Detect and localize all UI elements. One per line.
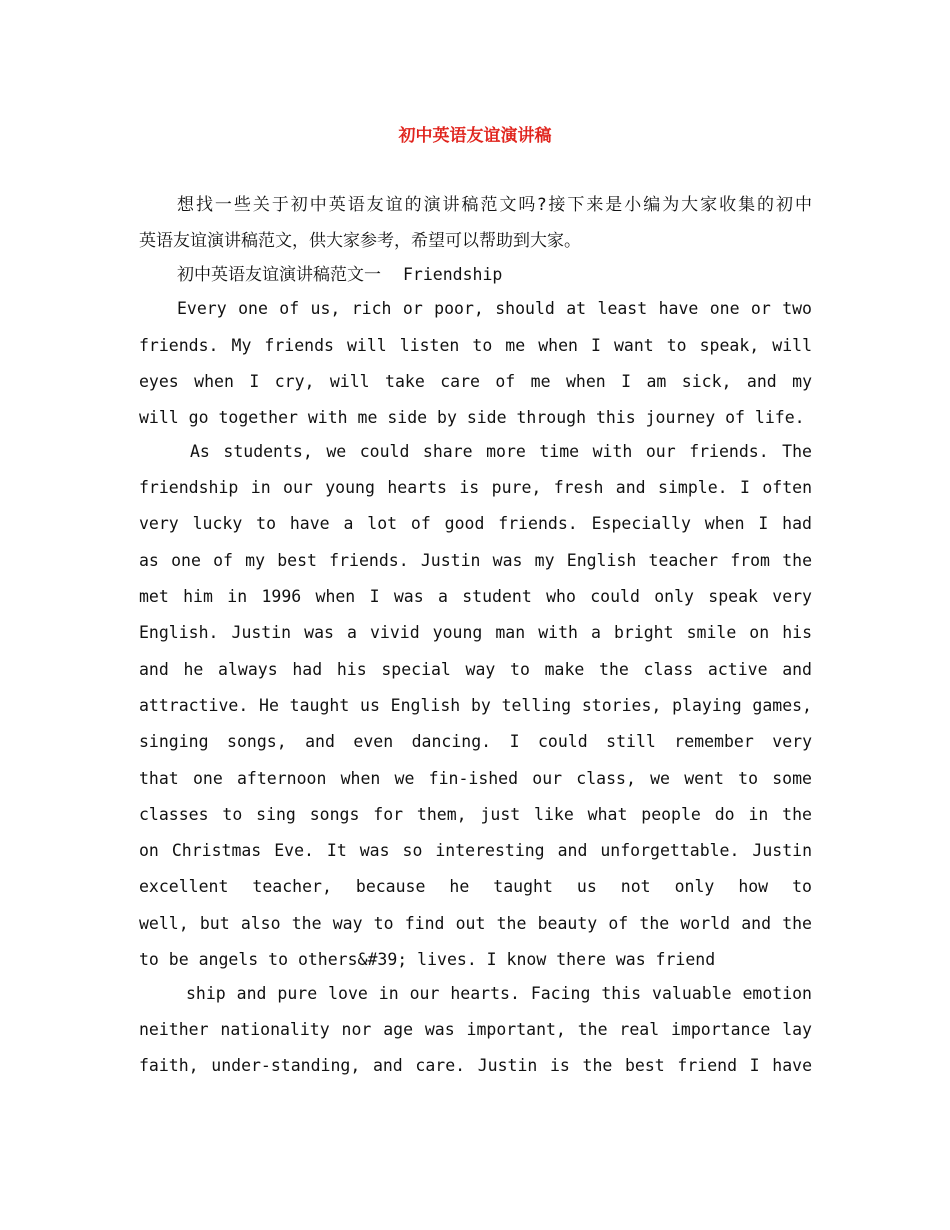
paragraph2-line-6: English. Justin was a vivid young man with a bright smile on his <box>139 623 812 642</box>
paragraph2-line-1: As students, we could share more time with our friends. The <box>190 442 812 461</box>
sample-heading-label: 初中英语友谊演讲稿范文一 <box>177 265 381 285</box>
paragraph1-line-2: friends. My friends will listen to me when I want to speak, will <box>139 336 812 355</box>
paragraph2-line-3: very lucky to have a lot of good friends. Especially when I had <box>139 514 812 533</box>
paragraph3-line-2: neither nationality nor age was important, the real importance lay <box>139 1020 812 1039</box>
paragraph2-line-8: attractive. He taught us English by telling stories, playing games, <box>139 696 812 715</box>
paragraph2-line-2: friendship in our young hearts is pure, fresh and simple. I often <box>139 478 812 497</box>
paragraph2-line-5: met him in 1996 when I was a student who could only speak very <box>139 587 812 606</box>
paragraph1-line-4: will go together with me side by side through this journey of life. <box>139 408 805 427</box>
paragraph3-line-1: ship and pure love in our hearts. Facing this valuable emotion <box>186 984 812 1003</box>
sample-heading-english-title: Friendship <box>403 265 503 284</box>
paragraph2-line-9: singing songs, and even dancing. I could still remember very <box>139 732 812 751</box>
paragraph2-line-11: classes to sing songs for them, just like what people do in the <box>139 805 812 824</box>
paragraph2-line-10: that one afternoon when we fin-ished our class, we went to some <box>139 769 812 788</box>
paragraph2-line-7: and he always had his special way to make the class active and <box>139 660 812 679</box>
paragraph3-line-3: faith, under-standing, and care. Justin is the best friend I have <box>139 1056 812 1075</box>
sample-heading <box>177 263 812 287</box>
paragraph1-line-3: eyes when I cry, will take care of me when I am sick, and my <box>139 372 812 391</box>
paragraph2-line-14: well, but also the way to find out the beauty of the world and the <box>139 914 812 933</box>
paragraph2-line-4: as one of my best friends. Justin was my English teacher from the <box>139 551 812 570</box>
document-title: 初中英语友谊演讲稿 <box>398 126 552 146</box>
paragraph2-line-15: to be angels to others&#39; lives. I know there was friend <box>139 950 716 969</box>
intro-line-1: 想找一些关于初中英语友谊的演讲稿范文吗?接下来是小编为大家收集的初中 <box>177 195 812 215</box>
paragraph2-line-12: on Christmas Eve. It was so interesting and unforgettable. Justin <box>139 841 812 860</box>
paragraph2-line-13: excellent teacher, because he taught us not only how to <box>139 877 812 896</box>
paragraph1-line-1: Every one of us, rich or poor, should at least have one or two <box>177 299 812 318</box>
intro-line-2: 英语友谊演讲稿范文，供大家参考，希望可以帮助到大家。 <box>139 231 581 251</box>
